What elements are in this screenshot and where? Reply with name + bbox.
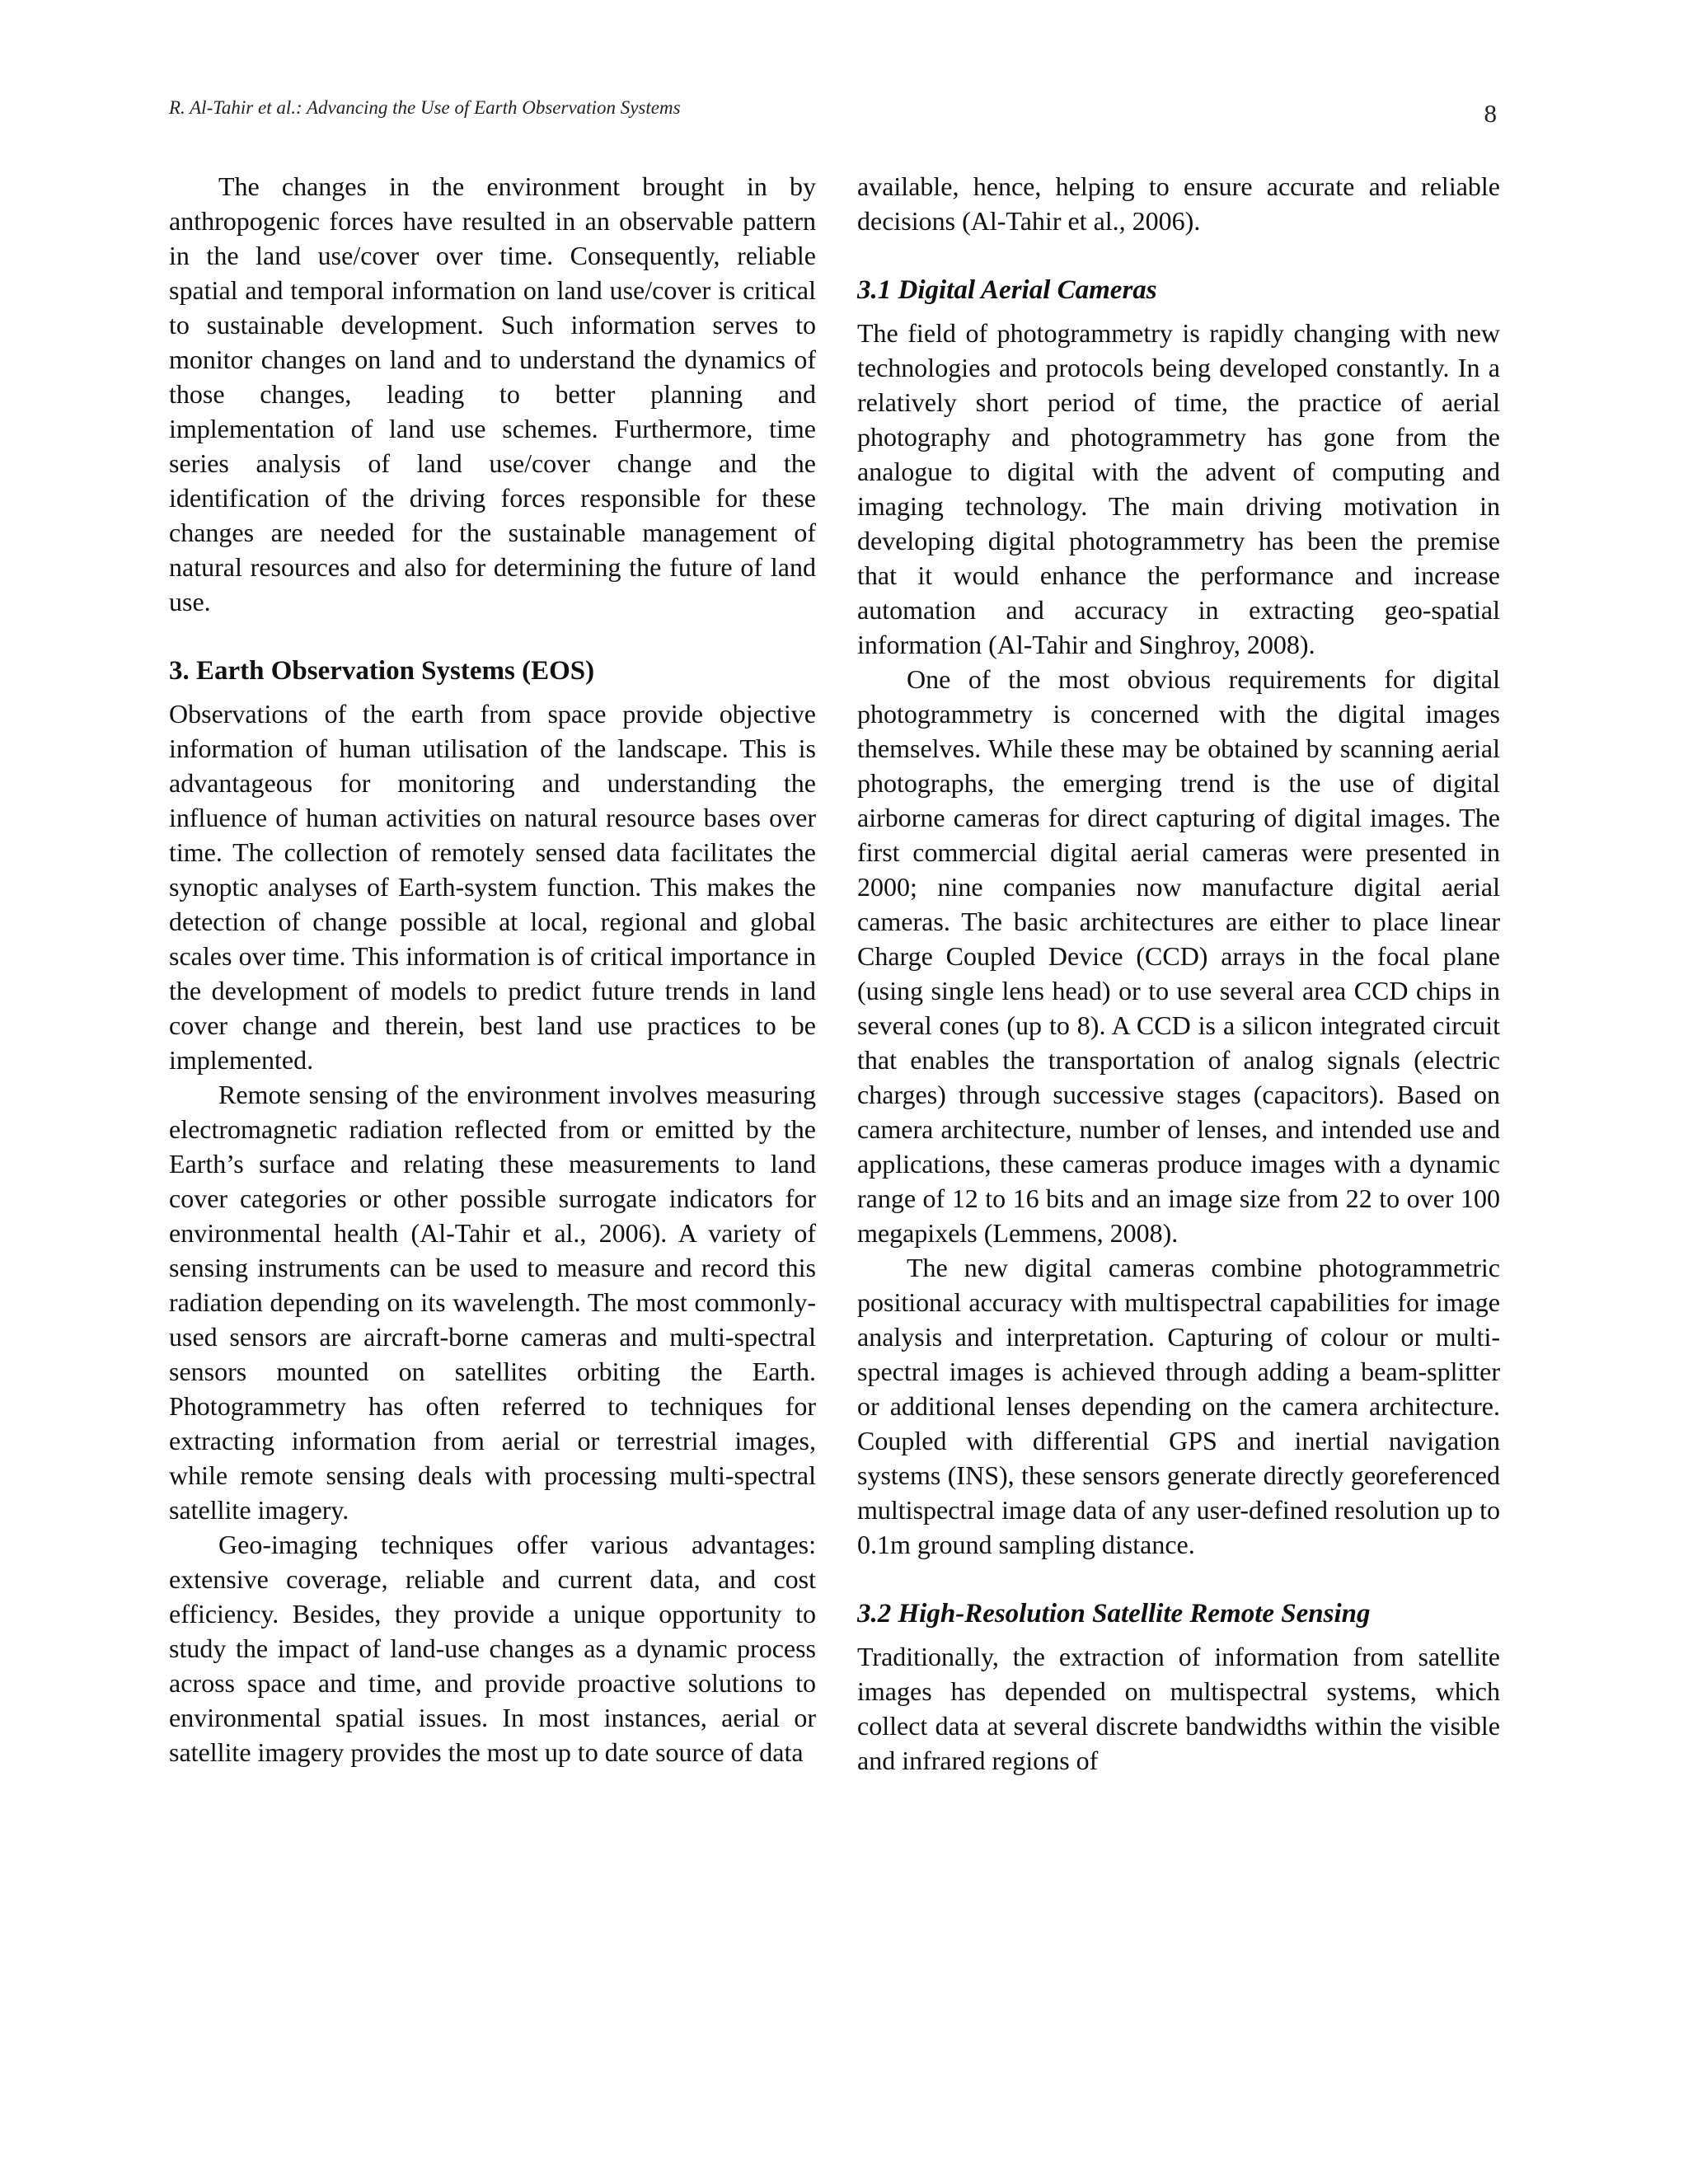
left-column — [169, 169, 816, 1769]
right-column — [857, 169, 1500, 1778]
section-3-heading: 3. Earth Observation Systems (EOS) — [169, 656, 595, 686]
running-head: R. Al-Tahir et al.: Advancing the Use of Earth Observation Systems — [169, 97, 681, 118]
section-3-paragraph-2: Remote sensing of the environment involves measuring electromagnetic radiation reflected from or emitted by the Earth’s surface and relating these measurements to land cover categories or other possible surrogate indicators for environmental health (Al-Tahir et al., 2006). A variety of sensing instruments can be used to measure and record this radiation depending on its wavelength. The most commonly-used sensors are aircraft-borne cameras and multi-spectral sensors mounted on satellites orbiting the Earth. Photogrammetry has often referred to techniques for extracting information from aerial or terrestrial images, while remote sensing deals with processing multi-spectral satellite imagery. — [169, 1080, 816, 1525]
section-3-paragraph-3: Geo-imaging techniques offer various advantages: extensive coverage, reliable and current data, and cost efficiency. Besides, they provide a unique opportunity to study the impact of land-use changes as a dynamic process across space and time, and provide proactive solutions to environmental spatial issues. In most instances, aerial or satellite imagery provides the most up to date source of data — [169, 1530, 816, 1767]
continued-paragraph: available, hence, helping to ensure accurate and reliable decisions (Al-Tahir et al., 2006). — [857, 171, 1500, 236]
section-3-paragraph-1: Observations of the earth from space provide objective information of human utilisation of the landscape. This is advantageous for monitoring and understanding the influence of human activities on natural resource bases over time. The collection of remotely sensed data facilitates the synoptic analyses of Earth-system function. This makes the detection of change possible at local, regional and global scales over time. This information is of critical importance in the development of models to predict future trends in land cover change and therein, best land use practices to be implemented. — [169, 699, 816, 1075]
intro-paragraph: The changes in the environment brought in by anthropogenic forces have resulted in an observable pattern in the land use/cover over time. Consequently, reliable spatial and temporal information on land use/cover is critical to sustainable development. Such information serves to monitor changes on land and to understand the dynamics of those changes, leading to better planning and implementation of land use schemes. Furthermore, time series analysis of land use/cover change and the identification of the driving forces responsible for these changes are needed for the sustainable management of natural resources and also for determining the future of land use. — [169, 171, 816, 616]
section-3-1-paragraph-1: The field of photogrammetry is rapidly changing with new technologies and protocols being developed constantly. In a relatively short period of time, the practice of aerial photography and photogrammetry has gone from the analogue to digital with the advent of computing and imaging technology. The main driving motivation in developing digital photogrammetry has been the premise that it would enhance the performance and increase automation and accuracy in extracting geo-spatial information (Al-Tahir and Singhroy, 2008). — [857, 318, 1500, 659]
section-3-1-paragraph-2: One of the most obvious requirements for digital photogrammetry is concerned with the digital images themselves. While these may be obtained by scanning aerial photographs, the emerging trend is the use of digital airborne cameras for direct capturing of digital images. The first commercial digital aerial cameras were presented in 2000; nine companies now manufacture digital aerial cameras. The basic architectures are either to place linear Charge Coupled Device (CCD) arrays in the focal plane (using single lens head) or to use several area CCD chips in several cones (up to 8). A CCD is a silicon integrated circuit that enables the transportation of analog signals (electric charges) through successive stages (capacitors). Based on camera architecture, number of lenses, and intended use and applications, these cameras produce images with a dynamic range of 12 to 16 bits and an image size from 22 to over 100 megapixels (Lemmens, 2008). — [857, 664, 1500, 1248]
section-3-2-heading: 3.2 High-Resolution Satellite Remote Sensing — [857, 1599, 1371, 1629]
page-number: 8 — [1484, 99, 1497, 128]
section-3-1-paragraph-3: The new digital cameras combine photogrammetric positional accuracy with multispectral capabilities for image analysis and interpretation. Capturing of colour or multi-spectral images is achieved through adding a beam-splitter or additional lenses depending on the camera architecture. Coupled with differential GPS and inertial navigation systems (INS), these sensors generate directly georeferenced multispectral image data of any user-defined resolution up to 0.1m ground sampling distance. — [857, 1253, 1500, 1559]
section-3-2-paragraph-1: Traditionally, the extraction of information from satellite images has depended on multispectral systems, which collect data at several discrete bandwidths within the visible and infrared regions of — [857, 1642, 1500, 1775]
section-3-1-heading: 3.1 Digital Aerial Cameras — [857, 275, 1157, 305]
